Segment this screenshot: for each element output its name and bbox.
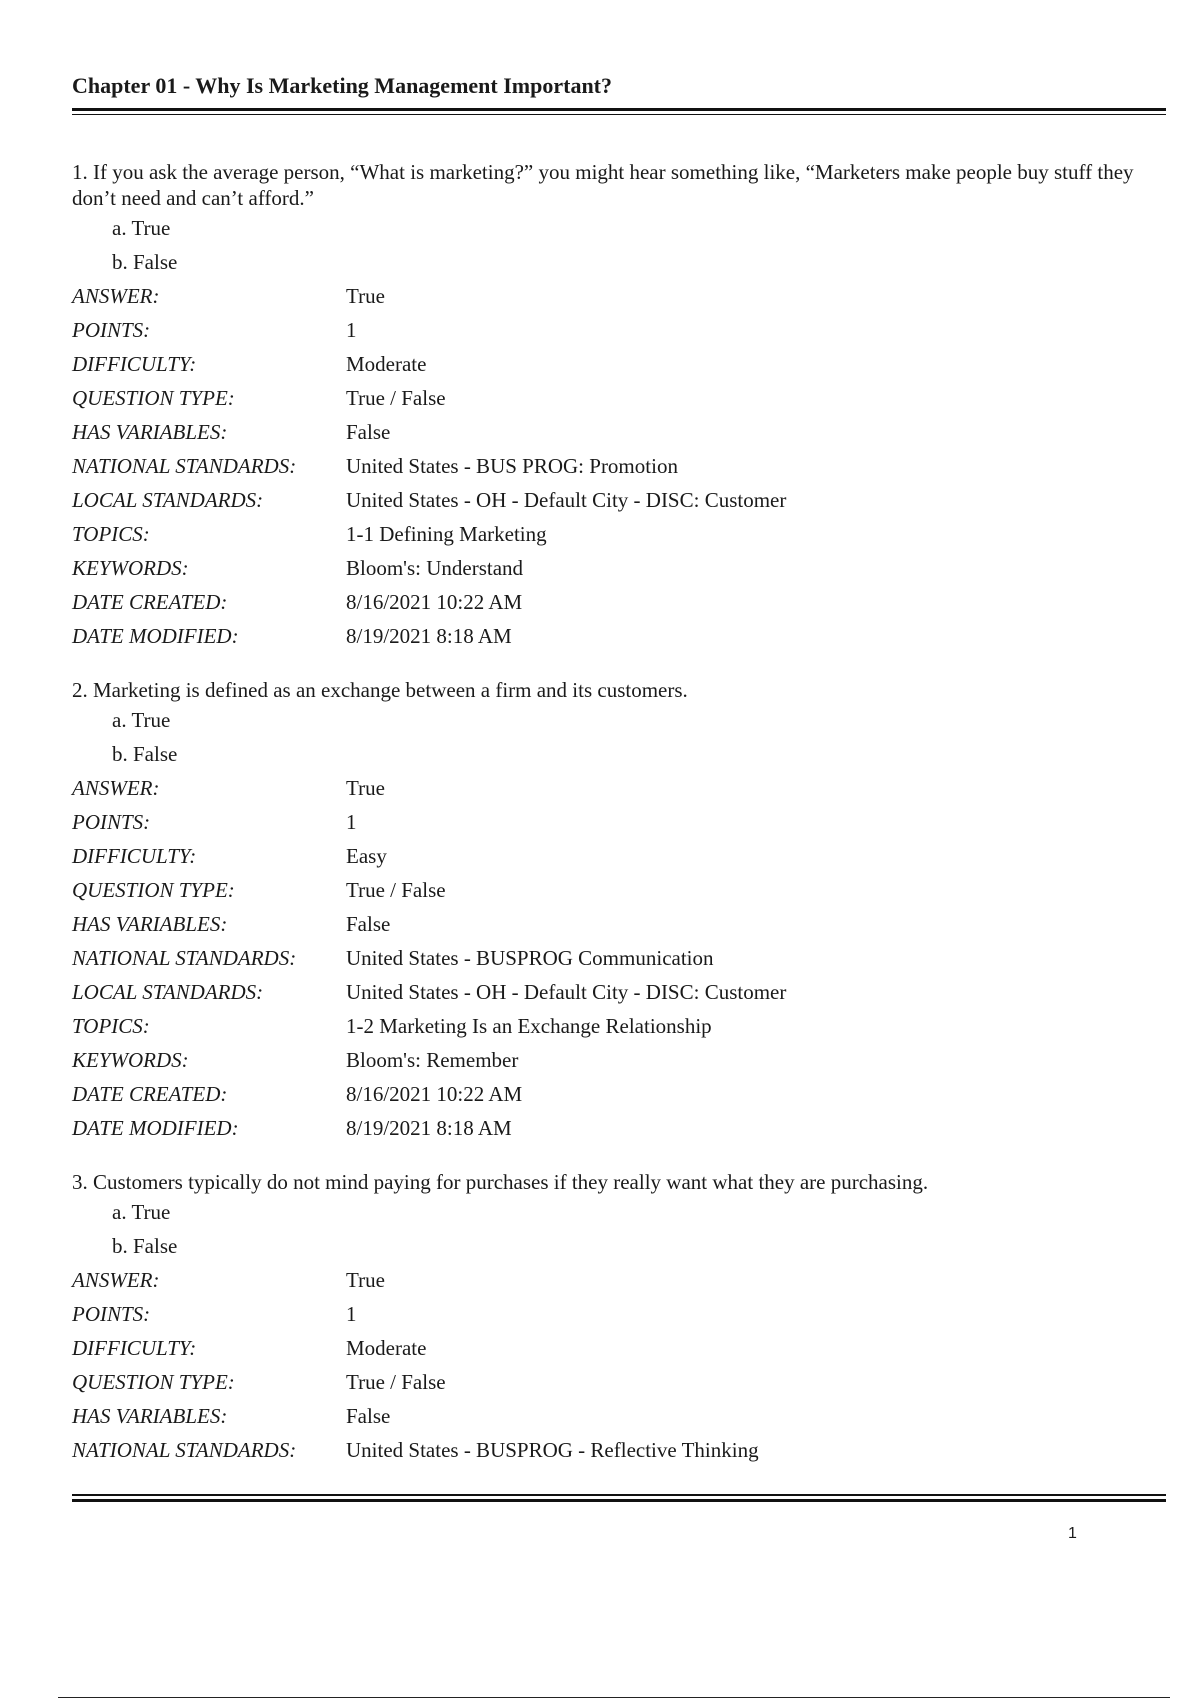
- meta-label: QUESTION TYPE:: [72, 386, 235, 410]
- meta-label: TOPICS:: [72, 1014, 150, 1038]
- meta-value: 1-1 Defining Marketing: [346, 522, 547, 546]
- meta-label: HAS VARIABLES:: [72, 420, 228, 444]
- meta-value: United States - OH - Default City - DISC: Customer: [346, 488, 787, 512]
- meta-points: [72, 805, 1166, 839]
- meta-label: DIFFICULTY:: [72, 844, 197, 868]
- meta-has-variables: [72, 1399, 1166, 1433]
- meta-value: 1: [346, 1302, 357, 1326]
- meta-label: LOCAL STANDARDS:: [72, 980, 264, 1004]
- meta-label: ANSWER:: [72, 776, 160, 800]
- meta-label: NATIONAL STANDARDS:: [72, 454, 297, 478]
- question-text: 1. If you ask the average person, “What is marketing?” you might hear something like, “Marketers make people buy stuff they don’t need and can’t afford.”: [72, 160, 1134, 210]
- meta-label: HAS VARIABLES:: [72, 912, 228, 936]
- meta-label: DATE CREATED:: [72, 1082, 228, 1106]
- meta-label: NATIONAL STANDARDS:: [72, 946, 297, 970]
- meta-value: 8/16/2021 10:22 AM: [346, 590, 523, 614]
- meta-value: United States - OH - Default City - DISC: Customer: [346, 980, 787, 1004]
- footer-rule: [72, 1494, 1166, 1502]
- meta-value: True: [346, 284, 385, 308]
- meta-value: United States - BUSPROG - Reflective Thinking: [346, 1438, 759, 1462]
- meta-national-standards: [72, 449, 1166, 483]
- meta-label: LOCAL STANDARDS:: [72, 488, 264, 512]
- meta-label: ANSWER:: [72, 1268, 160, 1292]
- meta-has-variables: [72, 907, 1166, 941]
- meta-local-standards: [72, 975, 1166, 1009]
- meta-label: DATE MODIFIED:: [72, 1116, 239, 1140]
- meta-value: United States - BUS PROG: Promotion: [346, 454, 678, 478]
- meta-label: POINTS:: [72, 1302, 151, 1326]
- meta-label: DIFFICULTY:: [72, 352, 197, 376]
- meta-value: 1: [346, 318, 357, 342]
- option-a: a. True: [112, 216, 171, 240]
- meta-question-type: [72, 1365, 1166, 1399]
- meta-date-created: [72, 585, 1166, 619]
- meta-difficulty: [72, 1331, 1166, 1365]
- meta-label: DATE CREATED:: [72, 590, 228, 614]
- meta-value: Easy: [346, 844, 387, 868]
- option-b: b. False: [112, 742, 178, 766]
- meta-answer: [72, 1263, 1166, 1297]
- chapter-title: Chapter 01 - Why Is Marketing Management Important?: [72, 73, 612, 98]
- meta-label: TOPICS:: [72, 522, 150, 546]
- meta-value: True / False: [346, 878, 446, 902]
- meta-label: DIFFICULTY:: [72, 1336, 197, 1360]
- question-1: [72, 159, 1166, 653]
- meta-value: 8/19/2021 8:18 AM: [346, 1116, 512, 1140]
- meta-label: DATE MODIFIED:: [72, 624, 239, 648]
- meta-topics: [72, 517, 1166, 551]
- meta-difficulty: [72, 839, 1166, 873]
- meta-date-created: [72, 1077, 1166, 1111]
- meta-value: Moderate: [346, 352, 427, 376]
- meta-label: POINTS:: [72, 318, 151, 342]
- meta-answer: [72, 279, 1166, 313]
- question-2: [72, 677, 1166, 1145]
- meta-keywords: [72, 551, 1166, 585]
- meta-value: False: [346, 1404, 391, 1428]
- meta-date-modified: [72, 1111, 1166, 1145]
- meta-question-type: [72, 873, 1166, 907]
- meta-keywords: [72, 1043, 1166, 1077]
- question-text: 3. Customers typically do not mind paying for purchases if they really want what they are purchasing.: [72, 1170, 929, 1194]
- meta-label: QUESTION TYPE:: [72, 1370, 235, 1394]
- meta-has-variables: [72, 415, 1166, 449]
- meta-question-type: [72, 381, 1166, 415]
- option-b: b. False: [112, 1234, 178, 1258]
- meta-points: [72, 313, 1166, 347]
- meta-national-standards: [72, 1433, 1166, 1467]
- page-number: 1: [1068, 1525, 1077, 1542]
- question-text: 2. Marketing is defined as an exchange between a firm and its customers.: [72, 678, 688, 702]
- meta-local-standards: [72, 483, 1166, 517]
- page-content: [72, 72, 1166, 1491]
- meta-value: Moderate: [346, 1336, 427, 1360]
- meta-value: False: [346, 420, 391, 444]
- meta-points: [72, 1297, 1166, 1331]
- header-rule: [72, 108, 1166, 115]
- footer-rule-wrap: [72, 1494, 1166, 1502]
- meta-date-modified: [72, 619, 1166, 653]
- meta-label: ANSWER:: [72, 284, 160, 308]
- meta-label: KEYWORDS:: [72, 556, 189, 580]
- meta-value: 1-2 Marketing Is an Exchange Relationship: [346, 1014, 712, 1038]
- meta-national-standards: [72, 941, 1166, 975]
- option-b: b. False: [112, 250, 178, 274]
- meta-value: United States - BUSPROG Communication: [346, 946, 714, 970]
- meta-value: 8/19/2021 8:18 AM: [346, 624, 512, 648]
- meta-difficulty: [72, 347, 1166, 381]
- meta-value: Bloom's: Remember: [346, 1048, 519, 1072]
- meta-value: True: [346, 776, 385, 800]
- meta-value: 8/16/2021 10:22 AM: [346, 1082, 523, 1106]
- meta-label: POINTS:: [72, 810, 151, 834]
- meta-value: 1: [346, 810, 357, 834]
- meta-label: QUESTION TYPE:: [72, 878, 235, 902]
- meta-label: NATIONAL STANDARDS:: [72, 1438, 297, 1462]
- meta-label: HAS VARIABLES:: [72, 1404, 228, 1428]
- meta-value: True / False: [346, 386, 446, 410]
- meta-value: Bloom's: Understand: [346, 556, 524, 580]
- option-a: a. True: [112, 708, 171, 732]
- meta-value: False: [346, 912, 391, 936]
- meta-value: True: [346, 1268, 385, 1292]
- question-3: [72, 1169, 1166, 1467]
- meta-topics: [72, 1009, 1166, 1043]
- meta-answer: [72, 771, 1166, 805]
- question-list: [72, 159, 1166, 1467]
- option-a: a. True: [112, 1200, 171, 1224]
- page-edge-line: [58, 1697, 1170, 1698]
- meta-value: True / False: [346, 1370, 446, 1394]
- meta-label: KEYWORDS:: [72, 1048, 189, 1072]
